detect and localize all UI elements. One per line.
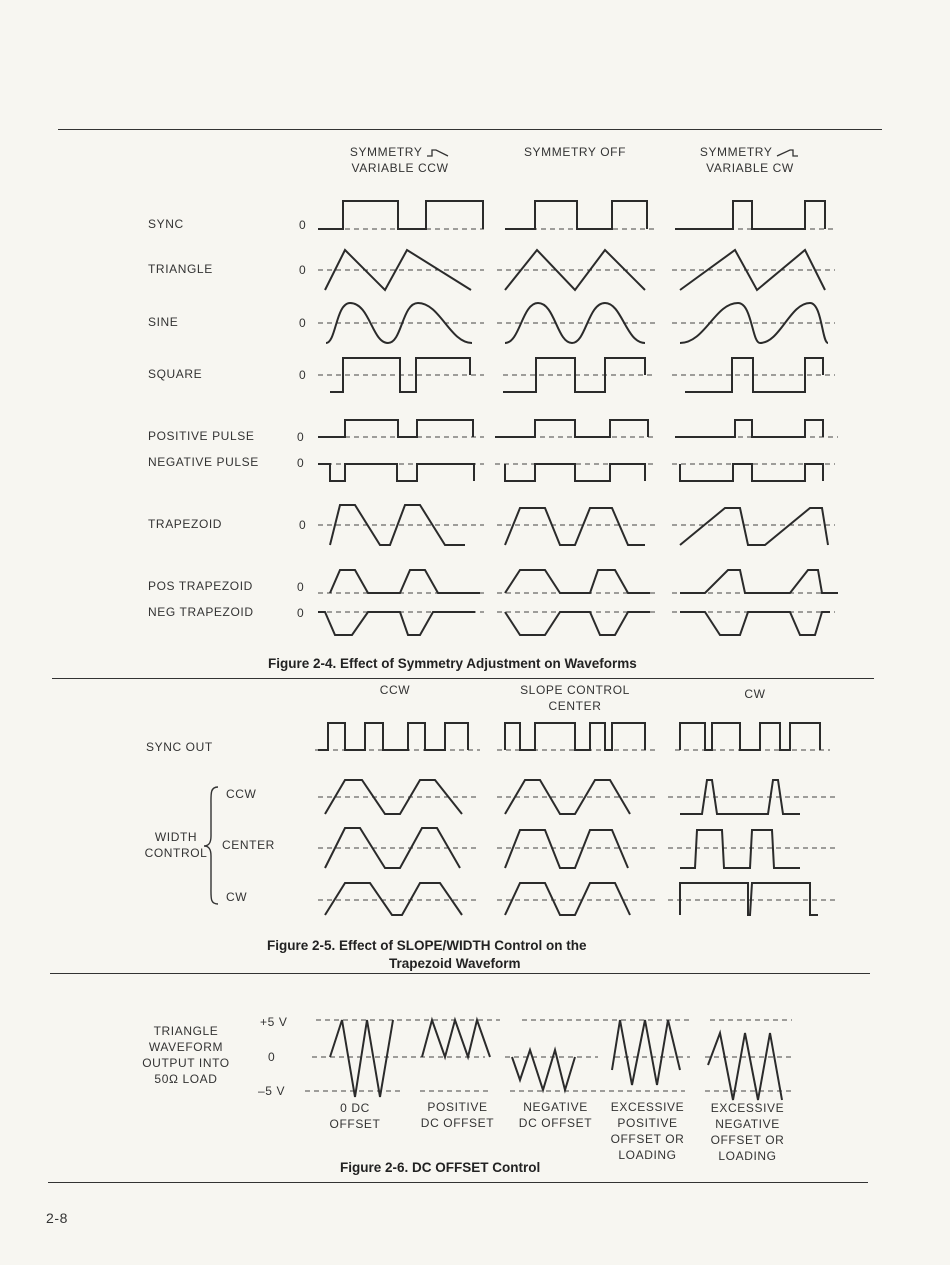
zero-negative-pulse: 0 [297,456,304,470]
zero-positive-pulse: 0 [297,430,304,444]
width-row-ccw: CCW [226,787,257,801]
col0-line1: 0 DC [340,1101,370,1115]
zero-neg-trapezoid: 0 [297,606,304,620]
fig25-waveforms [0,700,950,1000]
zero-label: 0 [268,1050,276,1064]
col3-line2: POSITIVE [617,1116,678,1130]
row-label-sine: SINE [148,315,179,329]
zero-pos-trapezoid: 0 [297,580,304,594]
dc-reference-lines [305,1020,795,1091]
col4-line3: OFFSET OR [710,1133,785,1147]
sine-waves [318,303,835,343]
wave-excessive-negative [708,1033,782,1100]
fig25-col-cw: CW [744,687,766,701]
pos-trapezoid-waves [318,570,838,593]
plus-5v-label: +5 V [260,1015,288,1029]
col-ccw-line2: VARIABLE CCW [351,161,449,175]
width-ccw-waves [318,780,835,814]
fig24-caption: Figure 2-4. Effect of Symmetry Adjustment on Waveforms [268,656,637,671]
positive-pulse-waves [318,420,838,437]
zero-triangle: 0 [299,263,306,277]
wave-negative-dc-offset [512,1050,575,1090]
width-center-waves [318,828,835,868]
col4-line2: NEGATIVE [715,1117,780,1131]
fig25-col-center-line1: SLOPE CONTROL [520,683,630,697]
col3-line3: OFFSET OR [610,1132,685,1146]
col4-line1: EXCESSIVE [710,1101,785,1115]
negative-pulse-waves [318,464,835,481]
fig26-col-excessive-negative [700,1100,795,1164]
left-label-line2: WAVEFORM [148,1040,224,1054]
row-label-square: SQUARE [148,367,203,381]
sync-out-waves [315,723,830,750]
col-ccw-line1: SYMMETRY [349,145,423,159]
fig26-col-negative [508,1099,603,1131]
wave-excessive-positive [612,1020,680,1085]
width-label-line2: CONTROL [144,846,208,860]
col-header-symmetry-off: SYMMETRY OFF [523,145,627,159]
left-label-line4: 50Ω LOAD [154,1072,218,1086]
neg-trapezoid-waves [318,612,835,635]
fig26-col-0dc [310,1100,400,1132]
fig26-caption: Figure 2-6. DC OFFSET Control [340,1160,541,1175]
fig25-caption-line2: Trapezoid Waveform [389,956,521,971]
fig25-col-center-line2: CENTER [548,699,602,713]
page-number: 2-8 [46,1210,69,1226]
row-label-positive-pulse: POSITIVE PULSE [148,429,255,443]
col-cw-line2: VARIABLE CW [706,161,794,175]
col1-line1: POSITIVE [427,1100,488,1114]
zero-sync: 0 [299,218,306,232]
left-label-line1: TRIANGLE [153,1024,219,1038]
col-cw-line1: SYMMETRY [699,145,773,159]
sync-out-label: SYNC OUT [146,740,213,754]
row-label-negative-pulse: NEGATIVE PULSE [148,455,259,469]
col1-line2: DC OFFSET [420,1116,495,1130]
row-label-neg-trapezoid: NEG TRAPEZOID [148,605,254,619]
fig26-bottom-rule [48,1182,868,1183]
minus-5v-label: –5 V [258,1084,286,1098]
wave-0dc-offset [330,1020,393,1097]
square-waves [318,358,835,392]
col2-line1: NEGATIVE [523,1100,588,1114]
col3-line1: EXCESSIVE [610,1100,685,1114]
col2-line2: DC OFFSET [518,1116,593,1130]
row-label-trapezoid: TRAPEZOID [148,517,223,531]
fig26-col-excessive-positive [600,1099,695,1163]
width-row-cw: CW [226,890,248,904]
row-label-sync: SYNC [148,217,184,231]
fig26-col-positive [410,1099,505,1131]
row-label-pos-trapezoid: POS TRAPEZOID [148,579,253,593]
trapezoid-waves [318,505,835,545]
zero-square: 0 [299,368,306,382]
width-row-center: CENTER [222,838,275,852]
width-cw-waves [318,883,835,915]
zero-sine: 0 [299,316,306,330]
wave-positive-dc-offset [422,1020,490,1057]
zero-trapezoid: 0 [299,518,306,532]
sync-waves [318,201,835,229]
fig25-col-ccw: CCW [379,683,411,697]
col4-line4: LOADING [718,1149,777,1163]
left-label-line3: OUTPUT INTO [142,1056,230,1070]
row-label-triangle: TRIANGLE [148,262,213,276]
fig25-caption-line1: Figure 2-5. Effect of SLOPE/WIDTH Control on the [267,938,587,953]
col0-line2: OFFSET [329,1117,381,1131]
width-label-line1: WIDTH [154,830,198,844]
col3-line4: LOADING [618,1148,677,1162]
triangle-waves [318,250,835,290]
